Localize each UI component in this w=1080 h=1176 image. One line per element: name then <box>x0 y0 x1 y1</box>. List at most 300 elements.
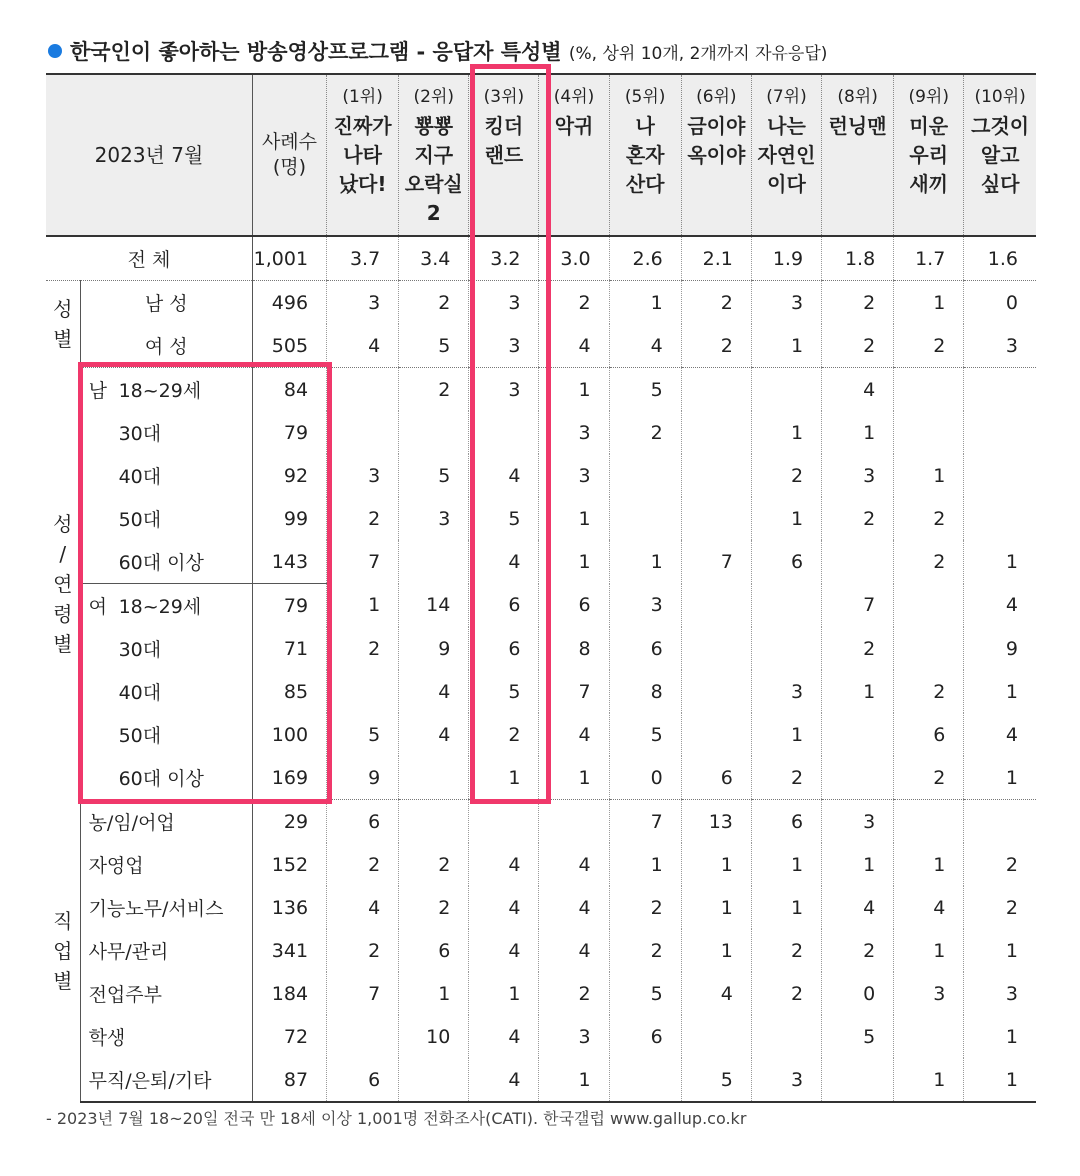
value-cell <box>327 368 399 412</box>
row-label: 기능노무/서비스 <box>88 898 224 920</box>
group-label-gender <box>46 281 80 368</box>
value-cell: 2 <box>609 886 681 929</box>
sex-label: 남 <box>88 380 107 402</box>
value-cell <box>609 454 681 497</box>
value-cell <box>681 411 751 454</box>
value-cell <box>964 411 1036 454</box>
value-cell: 0 <box>964 281 1036 325</box>
value-cell: 4 <box>469 1058 539 1102</box>
program-header <box>539 74 609 236</box>
value-cell <box>894 411 964 454</box>
value-cell <box>751 627 821 670</box>
row-label <box>80 454 252 497</box>
value-cell <box>327 411 399 454</box>
program-name: 지구 <box>414 143 454 167</box>
program-name: 새끼 <box>909 172 949 196</box>
value-cell: 2 <box>327 627 399 670</box>
table-row <box>46 627 1036 670</box>
value-cell: 2 <box>469 713 539 756</box>
value-cell: 2 <box>751 454 821 497</box>
program-name: 났다! <box>338 172 387 196</box>
value-cell <box>894 368 964 412</box>
value-cell: 1 <box>964 1015 1036 1058</box>
value-cell <box>964 454 1036 497</box>
program-name: 이다 <box>767 172 806 196</box>
row-label: 무직/은퇴/기타 <box>80 1058 252 1102</box>
value-cell <box>964 800 1036 844</box>
value-cell: 2 <box>539 972 609 1015</box>
value-cell: 4 <box>964 713 1036 756</box>
bullet-icon <box>48 44 62 58</box>
value-cell: 4 <box>539 886 609 929</box>
value-cell <box>751 1015 821 1058</box>
sample-count: 1,001 <box>252 236 326 281</box>
value-cell: 3.7 <box>327 236 399 281</box>
age-label: 30대 <box>118 423 162 445</box>
table-row <box>46 454 1036 497</box>
row-label <box>80 670 252 713</box>
value-cell: 6 <box>894 713 964 756</box>
group-label-char: 별 <box>53 968 73 993</box>
program-header <box>681 74 751 236</box>
value-cell: 1 <box>469 972 539 1015</box>
value-cell: 1 <box>822 843 894 886</box>
sample-count: 143 <box>252 540 326 584</box>
value-cell: 4 <box>469 540 539 584</box>
value-cell: 3 <box>539 411 609 454</box>
program-name: 알고 <box>980 143 1020 167</box>
value-cell: 5 <box>327 713 399 756</box>
value-cell: 3 <box>609 584 681 628</box>
source-note: - 2023년 7월 18~20일 전국 만 18세 이상 1,001명 전화조사(CATI). 한국갤럽 www.gallup.co.kr <box>46 1109 747 1128</box>
value-cell: 5 <box>399 324 469 368</box>
table-row <box>46 886 1036 929</box>
program-header <box>469 74 539 236</box>
value-cell: 3 <box>327 454 399 497</box>
value-cell: 1 <box>539 368 609 412</box>
row-label <box>80 756 252 800</box>
program-header <box>894 74 964 236</box>
program-name: 랜드 <box>484 143 524 167</box>
value-cell: 1 <box>964 670 1036 713</box>
program-name: 금이야 <box>687 114 746 138</box>
value-cell: 3 <box>751 1058 821 1102</box>
row-label: 자영업 <box>88 855 144 877</box>
value-cell: 3 <box>539 454 609 497</box>
value-cell: 3 <box>822 454 894 497</box>
group-label-char: 연 <box>53 571 73 596</box>
value-cell: 5 <box>681 1058 751 1102</box>
value-cell: 2 <box>751 972 821 1015</box>
table-row <box>46 540 1036 584</box>
value-cell: 1 <box>822 670 894 713</box>
sample-count: 341 <box>252 929 326 972</box>
value-cell: 4 <box>469 843 539 886</box>
value-cell <box>964 368 1036 412</box>
table-title <box>48 36 827 66</box>
value-cell <box>327 1015 399 1058</box>
value-cell: 2 <box>822 627 894 670</box>
value-cell: 1 <box>894 843 964 886</box>
value-cell <box>751 584 821 628</box>
program-rank: (6위) <box>696 87 737 107</box>
value-cell: 4 <box>327 886 399 929</box>
value-cell: 2 <box>609 929 681 972</box>
row-label <box>80 368 252 412</box>
group-label-char: / <box>59 541 67 566</box>
value-cell: 1 <box>822 411 894 454</box>
value-cell: 3.0 <box>539 236 609 281</box>
program-name: 자연인 <box>757 143 816 167</box>
value-cell: 2 <box>894 497 964 540</box>
value-cell <box>327 670 399 713</box>
value-cell: 6 <box>539 584 609 628</box>
value-cell: 7 <box>609 800 681 844</box>
sample-count: 71 <box>252 627 326 670</box>
sample-count: 84 <box>252 368 326 412</box>
value-cell: 2 <box>894 540 964 584</box>
value-cell: 7 <box>822 584 894 628</box>
value-cell: 4 <box>681 972 751 1015</box>
value-cell: 2 <box>327 497 399 540</box>
group-label-genderage <box>46 368 80 800</box>
table-row <box>46 800 1036 844</box>
value-cell: 5 <box>469 670 539 713</box>
value-cell <box>609 497 681 540</box>
value-cell: 3 <box>469 368 539 412</box>
table-row <box>46 368 1036 412</box>
value-cell: 0 <box>609 756 681 800</box>
value-cell: 1 <box>327 584 399 628</box>
value-cell <box>539 800 609 844</box>
value-cell: 1 <box>751 886 821 929</box>
value-cell: 7 <box>327 540 399 584</box>
value-cell <box>681 368 751 412</box>
program-name: 싶다 <box>980 172 1020 196</box>
sample-count: 87 <box>252 1058 326 1102</box>
program-header <box>609 74 681 236</box>
value-cell: 1 <box>964 540 1036 584</box>
value-cell <box>894 1015 964 1058</box>
value-cell <box>469 411 539 454</box>
value-cell: 9 <box>399 627 469 670</box>
program-rank: (4위) <box>553 87 595 107</box>
value-cell: 2 <box>894 756 964 800</box>
value-cell: 2 <box>964 843 1036 886</box>
value-cell: 3.2 <box>469 236 539 281</box>
sample-count: 29 <box>252 800 326 844</box>
value-cell: 1 <box>681 886 751 929</box>
row-label: 농/임/어업 <box>88 812 175 834</box>
value-cell: 4 <box>539 713 609 756</box>
table-row <box>46 972 1036 1015</box>
value-cell: 3 <box>964 324 1036 368</box>
value-cell <box>681 497 751 540</box>
value-cell: 4 <box>822 368 894 412</box>
value-cell <box>399 800 469 844</box>
value-cell <box>681 670 751 713</box>
value-cell <box>399 540 469 584</box>
group-label-char: 성 <box>53 297 73 322</box>
age-label: 60대 이상 <box>118 552 204 574</box>
row-label <box>80 497 252 540</box>
sample-count: 100 <box>252 713 326 756</box>
row-label <box>80 713 252 756</box>
value-cell: 13 <box>681 800 751 844</box>
row-label: 전 체 <box>46 236 252 281</box>
row-label <box>80 584 252 628</box>
table-row <box>46 670 1036 713</box>
value-cell: 6 <box>609 1015 681 1058</box>
value-cell <box>822 756 894 800</box>
value-cell: 1.8 <box>822 236 894 281</box>
table-row <box>46 497 1036 540</box>
sample-label: 사례수 <box>261 131 317 153</box>
sample-count: 72 <box>252 1015 326 1058</box>
row-label: 사무/관리 <box>88 941 169 963</box>
value-cell: 3 <box>469 324 539 368</box>
sample-count: 169 <box>252 756 326 800</box>
table-row <box>46 281 1036 325</box>
value-cell: 2 <box>681 281 751 325</box>
value-cell: 1 <box>609 843 681 886</box>
title-main: 한국인이 좋아하는 방송영상프로그램 - 응답자 특성별 <box>70 40 562 64</box>
row-label: 학생 <box>88 1027 126 1049</box>
sample-count: 85 <box>252 670 326 713</box>
value-cell <box>681 584 751 628</box>
value-cell: 3 <box>539 1015 609 1058</box>
program-name: 나는 <box>767 114 806 138</box>
table-row <box>46 1058 1036 1102</box>
program-name: 런닝맨 <box>828 114 887 138</box>
age-label: 50대 <box>118 725 162 747</box>
program-rank: (5위) <box>624 87 666 107</box>
program-name: 그것이 <box>971 114 1030 138</box>
value-cell <box>894 627 964 670</box>
value-cell: 1 <box>609 281 681 325</box>
value-cell: 2 <box>964 886 1036 929</box>
row-label <box>80 627 252 670</box>
value-cell <box>469 800 539 844</box>
row-label <box>80 540 252 584</box>
value-cell <box>399 411 469 454</box>
value-cell: 4 <box>609 324 681 368</box>
value-cell <box>964 497 1036 540</box>
value-cell <box>822 540 894 584</box>
value-cell: 1 <box>539 1058 609 1102</box>
row-label: 남 성 <box>144 293 188 315</box>
value-cell: 4 <box>539 843 609 886</box>
period-header: 2023년 7월 <box>46 74 252 236</box>
value-cell: 1 <box>964 1058 1036 1102</box>
program-rank: (7위) <box>766 87 807 107</box>
program-name: 미운 <box>909 114 949 138</box>
value-cell: 1 <box>681 843 751 886</box>
value-cell <box>609 1058 681 1102</box>
value-cell: 1 <box>539 540 609 584</box>
age-label: 18~29세 <box>118 596 202 618</box>
value-cell: 10 <box>399 1015 469 1058</box>
program-name: 나 <box>635 114 655 138</box>
program-name: 뿅뿅 <box>414 114 454 138</box>
group-label-char: 령 <box>53 601 73 626</box>
program-header <box>327 74 399 236</box>
value-cell: 4 <box>469 929 539 972</box>
value-cell: 3 <box>399 497 469 540</box>
table-row <box>46 843 1036 886</box>
program-name: 우리 <box>909 143 949 167</box>
value-cell <box>681 454 751 497</box>
value-cell: 1.9 <box>751 236 821 281</box>
value-cell: 6 <box>609 627 681 670</box>
value-cell: 3 <box>751 670 821 713</box>
program-name: 오락실 <box>404 172 463 196</box>
program-name: 진짜가 <box>333 114 392 138</box>
value-cell: 4 <box>399 670 469 713</box>
program-name: 악귀 <box>554 114 594 138</box>
value-cell: 2.6 <box>609 236 681 281</box>
value-cell <box>681 713 751 756</box>
program-rank: (2위) <box>413 87 455 107</box>
value-cell <box>399 1058 469 1102</box>
age-label: 50대 <box>118 509 162 531</box>
value-cell: 6 <box>327 1058 399 1102</box>
value-cell: 2 <box>399 281 469 325</box>
value-cell: 2 <box>751 756 821 800</box>
value-cell: 2 <box>399 368 469 412</box>
value-cell: 2.1 <box>681 236 751 281</box>
program-header <box>751 74 821 236</box>
value-cell: 2 <box>822 497 894 540</box>
value-cell: 2 <box>894 670 964 713</box>
value-cell: 1 <box>751 843 821 886</box>
value-cell: 2 <box>681 324 751 368</box>
value-cell <box>822 1058 894 1102</box>
sample-count: 184 <box>252 972 326 1015</box>
age-label: 18~29세 <box>118 380 202 402</box>
table-row <box>46 584 1036 628</box>
table-row <box>46 411 1036 454</box>
value-cell: 2 <box>751 929 821 972</box>
value-cell: 5 <box>609 713 681 756</box>
group-label-char: 별 <box>53 631 73 656</box>
sample-count: 152 <box>252 843 326 886</box>
value-cell: 1 <box>751 713 821 756</box>
value-cell <box>399 756 469 800</box>
value-cell: 3 <box>822 800 894 844</box>
value-cell: 4 <box>539 324 609 368</box>
row-label: 전업주부 <box>88 984 162 1006</box>
value-cell: 6 <box>751 540 821 584</box>
value-cell: 6 <box>751 800 821 844</box>
sample-unit: (명) <box>272 156 307 178</box>
value-cell: 1 <box>894 454 964 497</box>
program-name: 혼자 <box>625 143 665 167</box>
value-cell: 1.7 <box>894 236 964 281</box>
value-cell: 7 <box>539 670 609 713</box>
value-cell: 4 <box>964 584 1036 628</box>
value-cell: 1 <box>469 756 539 800</box>
value-cell: 6 <box>399 929 469 972</box>
table-row <box>46 756 1036 800</box>
value-cell: 4 <box>327 324 399 368</box>
value-cell <box>822 713 894 756</box>
group-label-job <box>46 800 80 1103</box>
value-cell: 2 <box>822 324 894 368</box>
row-label <box>80 411 252 454</box>
value-cell: 1 <box>894 1058 964 1102</box>
value-cell: 1 <box>751 497 821 540</box>
value-cell: 2 <box>822 281 894 325</box>
group-label-char: 별 <box>53 327 73 352</box>
survey-table <box>46 73 1036 1103</box>
value-cell: 1 <box>751 324 821 368</box>
value-cell: 3.4 <box>399 236 469 281</box>
row-label: 여 성 <box>80 324 252 368</box>
value-cell: 4 <box>399 713 469 756</box>
value-cell: 9 <box>327 756 399 800</box>
program-name: 2 <box>426 201 441 225</box>
value-cell: 2 <box>327 843 399 886</box>
sample-size-header <box>252 74 326 236</box>
program-header <box>399 74 469 236</box>
value-cell: 8 <box>539 627 609 670</box>
program-rank: (3위) <box>483 87 525 107</box>
value-cell: 5 <box>399 454 469 497</box>
program-rank: (9위) <box>908 87 949 107</box>
value-cell: 9 <box>964 627 1036 670</box>
value-cell: 4 <box>539 929 609 972</box>
program-header <box>964 74 1036 236</box>
table-row <box>46 713 1036 756</box>
value-cell: 14 <box>399 584 469 628</box>
value-cell: 5 <box>469 497 539 540</box>
age-label: 60대 이상 <box>118 768 204 790</box>
value-cell: 1 <box>964 756 1036 800</box>
value-cell: 4 <box>469 1015 539 1058</box>
program-rank: (1위) <box>342 87 383 107</box>
value-cell: 5 <box>609 972 681 1015</box>
program-header <box>822 74 894 236</box>
value-cell: 1 <box>399 972 469 1015</box>
value-cell: 6 <box>469 627 539 670</box>
value-cell: 7 <box>681 540 751 584</box>
sample-count: 505 <box>252 324 326 368</box>
value-cell: 3 <box>469 281 539 325</box>
group-label-char: 업 <box>53 938 73 963</box>
value-cell: 4 <box>469 886 539 929</box>
value-cell: 2 <box>609 411 681 454</box>
sample-count: 79 <box>252 584 326 628</box>
table-row <box>46 324 1036 368</box>
value-cell: 2 <box>399 886 469 929</box>
age-label: 40대 <box>118 466 162 488</box>
sex-label: 여 <box>88 596 107 618</box>
group-label-char: 성 <box>53 511 73 536</box>
value-cell: 1 <box>751 411 821 454</box>
value-cell: 1 <box>539 497 609 540</box>
value-cell: 3 <box>894 972 964 1015</box>
table-row <box>46 236 1036 281</box>
program-rank: (10위) <box>974 87 1026 107</box>
program-name: 옥이야 <box>687 143 746 167</box>
program-name: 산다 <box>625 172 665 196</box>
value-cell: 6 <box>681 756 751 800</box>
value-cell: 1 <box>539 756 609 800</box>
program-name: 킹더 <box>484 114 524 138</box>
value-cell: 1.6 <box>964 236 1036 281</box>
table-body <box>46 236 1036 1102</box>
